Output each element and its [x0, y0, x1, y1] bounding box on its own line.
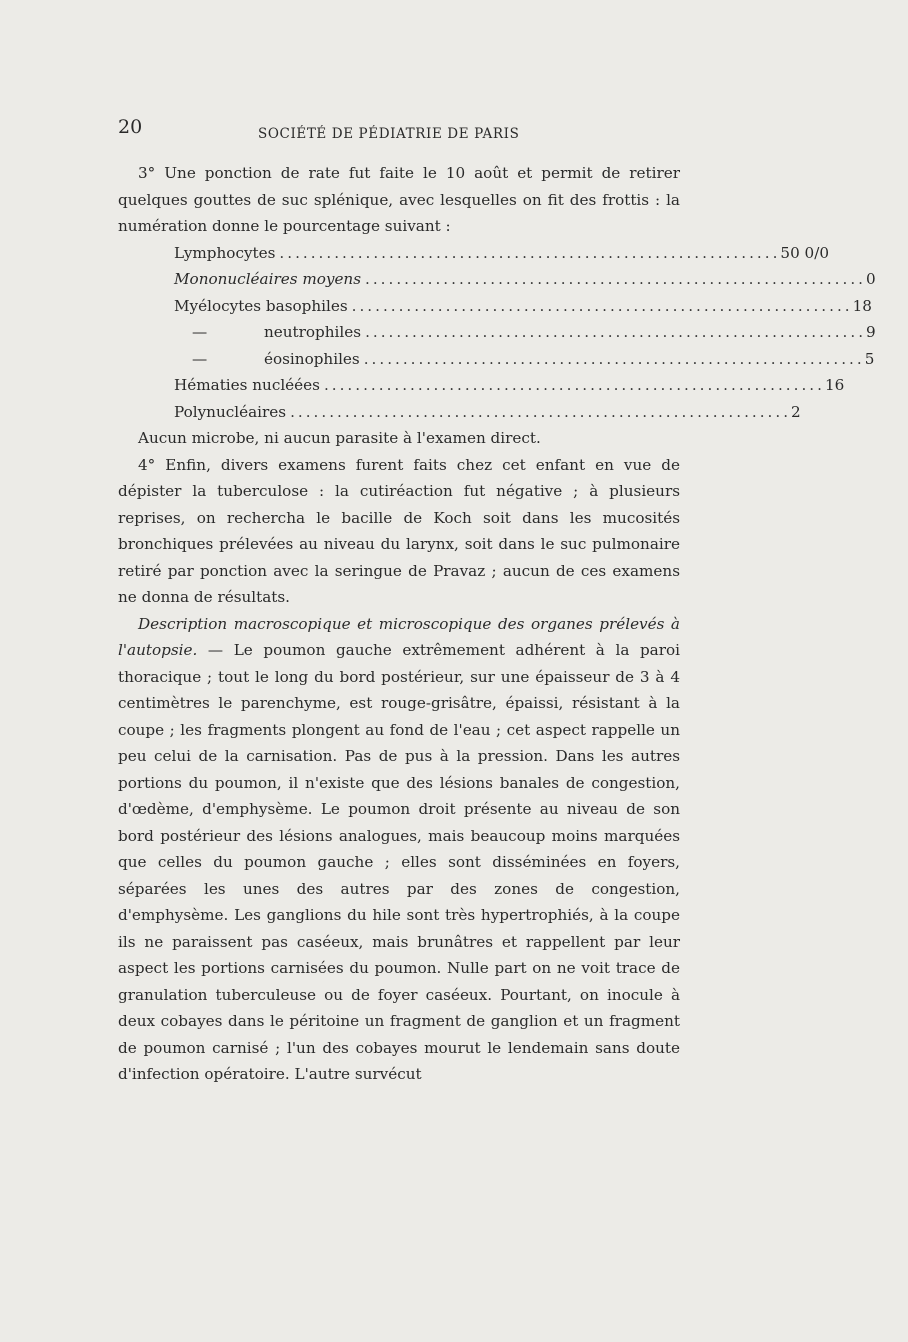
table-row [174, 293, 872, 320]
row-label: Hématies nucléées [174, 376, 320, 394]
row-label-group [174, 346, 360, 373]
page-header [118, 116, 680, 150]
row-label: Polynucléaires [174, 402, 287, 421]
dot-leader: ................................................................ [363, 349, 865, 368]
no-microbe-line: Aucun microbe, ni aucun parasite à l'examen direct. [138, 429, 541, 447]
row-label: Lymphocytes [174, 243, 276, 262]
description-text: — Le poumon gauche extrêmement adhérent à la paroi thoracique ; tout le long du bord postérieur, sur une épaisseur de 3 à 4 centimètres le parenchyme, est rouge-grisâtre, épaissi, résistant à la coupe ; les fragments plongent au fond de l'eau ; cet aspect rappelle un peu celui de la carnisation. Pas de pus à la pression. Dans les autres portions du poumon, il n'existe que des lésions banales de congestion, d'œdème, d'emphysème. Le poumon droit présente au niveau de son bord postérieur des lésions analogues, mais beaucoup moins marquées que celles du poumon gauche ; elles sont disséminées en foyers, séparées les unes des autres par des zones de congestion, d'emphysème. Les ganglions du hile sont très hypertrophiés, à la coupe ils ne paraissent pas caséeux, mais brunâtres et rappellent par leur aspect les portions carnisées du poumon. Nulle part on ne voit trace de granulation tuberculeuse ou de foyer caséeux. Pourtant, on inocule à deux cobayes dans le péritoine un fragment de ganglion et un fragment de poumon carnisé ; l'un des cobayes mourut le lendemain sans doute d'infection opératoire. L'autre survécut [118, 641, 681, 1083]
row-value: 16 [824, 376, 845, 394]
cell-count-table [118, 240, 876, 426]
row-label: neutrophiles [264, 323, 362, 341]
running-title: SOCIÉTÉ DE PÉDIATRIE DE PARIS [258, 126, 520, 142]
row-label: Mononucléaires moyens [174, 270, 362, 288]
row-value: 2 [791, 402, 801, 421]
row-label: éosinophiles [264, 349, 360, 368]
table-row [174, 266, 876, 293]
row-value: 18 [852, 296, 872, 315]
dot-leader: ................................................................ [365, 323, 867, 341]
table-row [174, 346, 875, 373]
row-value: 5 [864, 349, 875, 368]
paragraph-4: 4° Enfin, divers examens furent faits chez cet enfant en vue de dépister la tuberculose : la cutiréaction fut négative ; à plusieurs reprises, on rechercha le bacille de Koch soit dans les mucosités bronchiques prélevées au niveau du larynx, soit dans le suc pulmonaire retiré par ponction avec la seringue de Pravaz ; aucun de ces examens ne donna de résultats. [118, 455, 680, 606]
dot-leader: ................................................................ [279, 243, 781, 262]
dot-leader: ................................................................ [290, 402, 792, 421]
row-label: Myélocytes basophiles [174, 296, 348, 315]
page-number: 20 [118, 116, 143, 138]
ditto-dash: — [192, 349, 208, 368]
intro-paragraph: 3° Une ponction de rate fut faite le 10 août et permit de retirer quelques gouttes de suc splénique, avec lesquelles on fit des frottis : la numération donne le pourcentage suivant : [118, 164, 680, 235]
dot-leader: ................................................................ [323, 376, 825, 394]
table-row [174, 240, 830, 267]
autopsy-description [118, 611, 680, 1088]
row-value: 0 [866, 270, 876, 288]
row-label-group [174, 319, 361, 346]
dot-leader: ................................................................ [365, 270, 866, 288]
ditto-dash: — [192, 323, 208, 341]
table-row [174, 319, 876, 346]
table-row [174, 372, 845, 399]
body-text [118, 160, 876, 1088]
row-value: 9 [866, 323, 876, 341]
dot-leader: ................................................................ [351, 296, 853, 315]
row-value: 50 0/0 [780, 243, 830, 262]
section-title: Description macroscopique et microscopique des organes prélevés à l'autopsie. [118, 614, 680, 659]
table-row [174, 399, 801, 426]
